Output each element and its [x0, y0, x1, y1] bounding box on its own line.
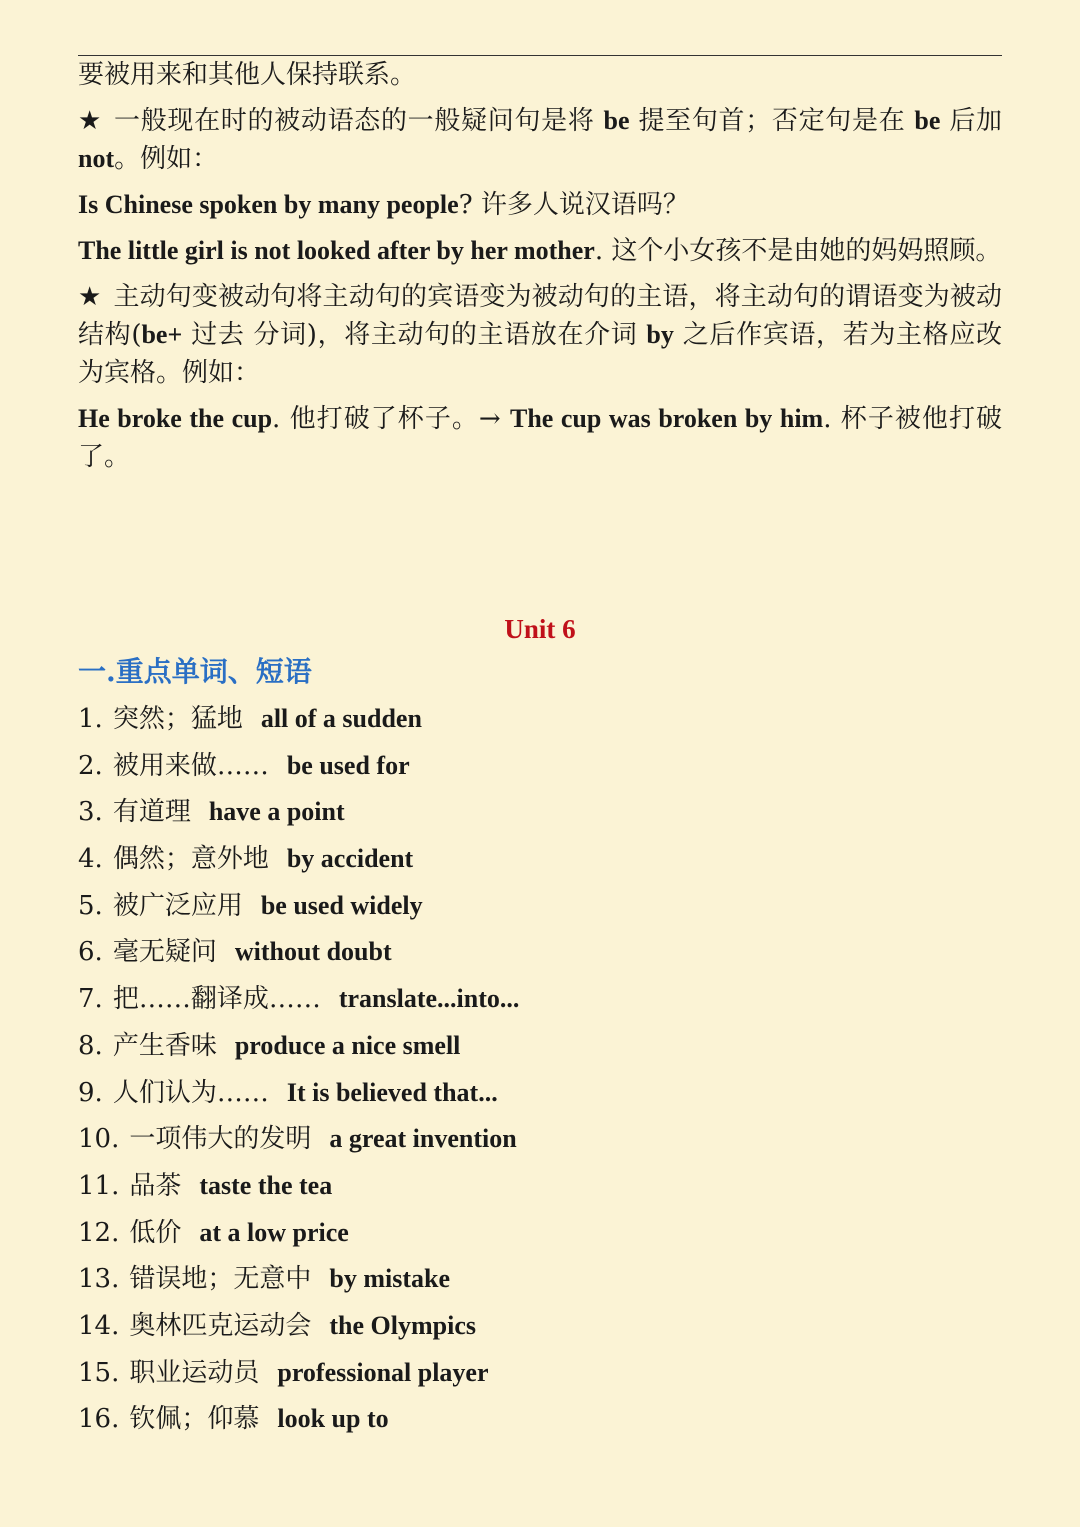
vocab-number: 1.: [78, 704, 103, 734]
vocab-number: 14.: [78, 1310, 120, 1341]
vocab-number: 3.: [78, 797, 103, 828]
vocab-item: [78, 1354, 1002, 1401]
vocab-english: a great invention: [329, 1124, 517, 1154]
paragraph: [78, 278, 1002, 392]
vocab-item: [78, 933, 1002, 980]
vocab-chinese: 低价: [129, 1217, 182, 1248]
vocab-chinese: 被广泛应用: [112, 890, 243, 921]
vocab-chinese: 被用来做……: [112, 750, 269, 781]
vocab-item: [78, 1214, 1002, 1261]
vocab-chinese: 毫无疑问: [112, 937, 217, 968]
text: 提至句首；否定句是在: [629, 106, 915, 136]
vocab-english: professional player: [277, 1357, 489, 1387]
vocab-english: have a point: [208, 797, 345, 827]
vocab-number: 11.: [78, 1170, 120, 1201]
vocab-item: [78, 1307, 1002, 1354]
vocab-number: 16.: [78, 1404, 120, 1435]
paragraph: [78, 400, 1002, 476]
vocab-number: 8.: [78, 1030, 103, 1061]
vocab-item: [78, 700, 1002, 747]
vocab-number: 9.: [78, 1077, 103, 1108]
text: 过去 分词)，将主动句的主语放在介词: [182, 320, 647, 350]
vocab-item: [78, 793, 1002, 840]
vocab-chinese: 把……翻译成……: [112, 984, 321, 1015]
bold-text: not: [78, 144, 115, 173]
paragraph: [78, 102, 1002, 178]
vocab-english: by accident: [286, 844, 414, 874]
text: . 杯子被他打破了。: [78, 404, 1002, 472]
vocab-chinese: 一项伟大的发明: [129, 1124, 312, 1155]
vocab-chinese: 职业运动员: [129, 1357, 260, 1388]
vocab-english: at a low price: [199, 1217, 349, 1247]
paragraph: [78, 232, 1002, 270]
vocab-english: translate...into...: [338, 984, 520, 1014]
vocab-chinese: 产生香味: [112, 1030, 217, 1061]
vocab-english: the Olympics: [329, 1310, 476, 1340]
vocab-chinese: 品茶: [129, 1170, 182, 1201]
text: . 这个小女孩不是由她的妈妈照顾。: [594, 236, 1002, 266]
text: 后加: [940, 106, 1003, 136]
vocab-number: 13.: [78, 1264, 120, 1295]
bold-text: The cup was broken by him: [510, 404, 824, 433]
vocab-item: [78, 1074, 1002, 1121]
vocab-item: [78, 1120, 1002, 1167]
vocab-chinese: 奥林匹克运动会: [129, 1310, 312, 1341]
bold-text: be: [914, 106, 941, 135]
bold-text: be+: [141, 320, 183, 349]
paragraph: [78, 56, 1002, 94]
text: ? 许多人说汉语吗？: [458, 190, 689, 220]
vocab-english: all of a sudden: [260, 704, 422, 733]
bold-text: Is Chinese spoken by many people: [78, 190, 459, 219]
vocab-chinese: 钦佩；仰慕: [129, 1404, 260, 1435]
text: 。例如：: [114, 144, 219, 174]
vocab-english: produce a nice smell: [234, 1030, 461, 1060]
vocab-english: It is believed that...: [286, 1077, 498, 1107]
vocab-number: 4.: [78, 844, 103, 875]
vocab-number: 15.: [78, 1357, 120, 1388]
vocab-item: [78, 747, 1002, 794]
star-icon: ★: [78, 106, 103, 136]
vocab-number: 10.: [78, 1124, 120, 1155]
vocab-number: 2.: [78, 750, 103, 781]
vocab-english: look up to: [277, 1404, 389, 1434]
text: . 他打破了杯子。→: [272, 404, 510, 434]
vocab-english: without doubt: [234, 937, 392, 967]
vocab-number: 6.: [78, 937, 103, 968]
unit-title: Unit 6: [504, 614, 576, 644]
grammar-notes: [78, 56, 1002, 484]
bold-text: be: [603, 106, 630, 135]
vocab-chinese: 错误地；无意中: [129, 1264, 312, 1295]
vocab-english: be used for: [286, 750, 410, 780]
vocab-english: be used widely: [260, 890, 423, 920]
vocab-chinese: 人们认为……: [112, 1077, 269, 1108]
vocab-item: [78, 840, 1002, 887]
text: 要被用来和其他人保持联系。: [78, 60, 417, 90]
vocab-chinese: 突然；猛地: [112, 704, 243, 734]
paragraph: [78, 186, 1002, 224]
vocab-english: taste the tea: [199, 1170, 333, 1200]
vocab-item: [78, 1167, 1002, 1214]
vocab-chinese: 有道理: [112, 797, 191, 828]
vocab-number: 5.: [78, 890, 103, 921]
bold-text: The little girl is not looked after by her mother: [78, 236, 595, 265]
vocab-number: 7.: [78, 984, 103, 1015]
vocab-item: [78, 887, 1002, 934]
bold-text: by: [646, 320, 674, 349]
vocab-item: [78, 1260, 1002, 1307]
vocab-list: [78, 700, 1002, 1447]
star-icon: ★: [78, 282, 102, 312]
section-heading: 一.重点单词、短语: [78, 655, 312, 688]
vocab-number: 12.: [78, 1217, 120, 1248]
bold-text: He broke the cup: [78, 404, 273, 433]
vocab-chinese: 偶然；意外地: [112, 844, 269, 875]
vocab-item: [78, 1027, 1002, 1074]
vocab-english: by mistake: [329, 1264, 450, 1294]
vocab-item: [78, 1400, 1002, 1447]
text: 一般现在时的被动语态的一般疑问句是将: [114, 106, 604, 136]
text: 之后作宾语，若为主格应改为宾格。例如：: [78, 320, 1002, 388]
text: 主动句变被动句将主动句的宾语变为被动句的主语，将主动句的谓语变为被动结构(: [78, 282, 1002, 350]
vocab-item: [78, 980, 1002, 1027]
